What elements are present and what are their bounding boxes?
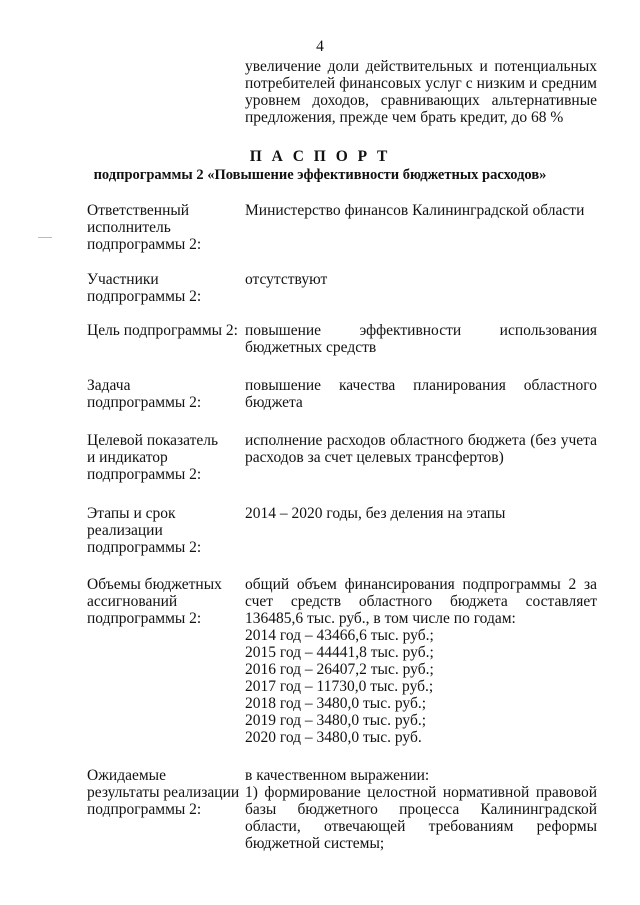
- row-value: исполнение расходов областного бюджета (без учета расходов за счет целевых трансфертов): [245, 432, 597, 466]
- row-value: 2014 – 2020 годы, без деления на этапы: [245, 505, 506, 522]
- margin-mark: [38, 237, 52, 238]
- passport-row-funding: [87, 576, 597, 746]
- row-value-block: [245, 767, 597, 852]
- passport-row-executor: [87, 202, 597, 253]
- funding-year-2014: 2014 год – 43466,6 тыс. руб.;: [245, 627, 434, 644]
- row-label: Ответственный исполнитель подпрограммы 2:: [87, 202, 202, 253]
- funding-year-2019: 2019 год – 3480,0 тыс. руб.;: [245, 712, 427, 729]
- page-number: 4: [316, 38, 324, 55]
- intro-text: увеличение доли действительных и потенциальных потребителей финансовых услуг с низким и средним уровнем доходов, сравнивающих альтернативные предложения, прежде чем брать кредит, до 68 %: [245, 58, 597, 126]
- funding-year-2015: 2015 год – 44441,8 тыс. руб.;: [245, 644, 434, 661]
- row-label: Целевой показатель и индикатор подпрограммы 2:: [87, 432, 219, 483]
- results-intro: в качественном выражении:: [245, 767, 430, 784]
- passport-title: П А С П О Р Т: [249, 148, 391, 165]
- passport-row-task: [87, 377, 597, 411]
- row-label: Объемы бюджетных ассигнований подпрограммы 2:: [87, 576, 222, 627]
- passport-row-participants: [87, 271, 597, 305]
- row-label: Задача подпрограммы 2:: [87, 377, 202, 411]
- funding-year-2020: 2020 год – 3480,0 тыс. руб.: [245, 729, 422, 746]
- funding-year-2016: 2016 год – 26407,2 тыс. руб.;: [245, 661, 434, 678]
- row-value: Министерство финансов Калининградской области: [245, 202, 585, 219]
- passport-row-results: [87, 767, 597, 852]
- row-label: Ожидаемые результаты реализации подпрограммы 2:: [87, 767, 240, 818]
- passport-row-indicator: [87, 432, 597, 483]
- funding-summary: общий объем финансирования подпрограммы 2 за счет средств областного бюджета составляет 136485,6 тыс. руб., в том числе по годам:: [245, 576, 597, 627]
- row-value: повышение качества планирования областного бюджета: [245, 377, 597, 411]
- funding-year-2017: 2017 год – 11730,0 тыс. руб.;: [245, 678, 434, 695]
- row-value-block: [245, 576, 597, 746]
- row-value: повышение эффективности использования бюджетных средств: [245, 322, 597, 356]
- passport-row-stages: [87, 505, 597, 556]
- passport-row-goal: [87, 322, 597, 356]
- funding-year-2018: 2018 год – 3480,0 тыс. руб.;: [245, 695, 427, 712]
- results-item-1: 1) формирование целостной нормативной правовой базы бюджетного процесса Калининградской области, отвечающей требованиям реформы бюджетной системы;: [245, 784, 597, 852]
- row-label: Цель подпрограммы 2:: [87, 322, 238, 339]
- row-label: Этапы и срок реализации подпрограммы 2:: [87, 505, 202, 556]
- row-value: отсутствуют: [245, 271, 328, 288]
- passport-subtitle: подпрограммы 2 «Повышение эффективности бюджетных расходов»: [93, 167, 547, 183]
- intro-paragraph: [245, 58, 597, 126]
- row-label: Участники подпрограммы 2:: [87, 271, 202, 305]
